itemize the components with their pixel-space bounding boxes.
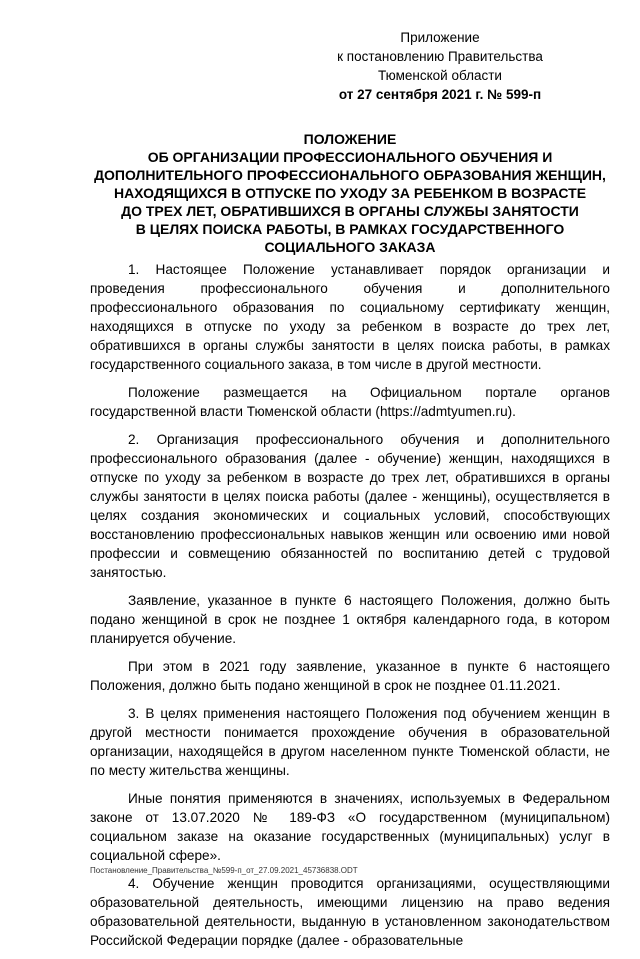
- annex-header: [330, 28, 550, 104]
- annex-label: Приложение: [400, 30, 480, 45]
- paragraph-4: 4. Обучение женщин проводится организациями, осуществляющими образовательной деятельность, имеющими лицензию на право ведения образовательной деятельности, выданную в установленном законодательством Российской Федерации порядке (далее - образовательные: [90, 876, 610, 948]
- title-line: ДОПОЛНИТЕЛЬНОГО ПРОФЕССИОНАЛЬНОГО ОБРАЗОВАНИЯ ЖЕНЩИН,: [94, 167, 606, 183]
- paragraph-application: Заявление, указанное в пункте 6 настоящего Положения, должно быть подано женщиной в срок не позднее 1 октября календарного года, в котором планируется обучение.: [90, 593, 610, 646]
- document-body: [90, 260, 610, 959]
- paragraph-2021: При этом в 2021 году заявление, указанное в пункте 6 настоящего Положения, должно быть подано женщиной в срок не позднее 01.11.2021.: [90, 659, 610, 693]
- title-line: В ЦЕЛЯХ ПОИСКА РАБОТЫ, В РАМКАХ ГОСУДАРСТВЕННОГО: [135, 221, 565, 237]
- footer-filename: Постановление_Правительства_№599-п_от_27.09.2021_45736838.ODT: [90, 866, 358, 875]
- title-line: ПОЛОЖЕНИЕ: [303, 131, 397, 147]
- document-title: [86, 130, 614, 256]
- title-line: СОЦИАЛЬНОГО ЗАКАЗА: [264, 239, 436, 255]
- paragraph-definitions: Иные понятия применяются в значениях, используемых в Федеральном законе от 13.07.2020 № 189-ФЗ «О государственном (муниципальном) социальном заказе на оказание государственных (муниципальных) услуг в социальной сфере».: [90, 791, 610, 863]
- title-line: ДО ТРЕХ ЛЕТ, ОБРАТИВШИХСЯ В ОРГАНЫ СЛУЖБЫ ЗАНЯТОСТИ: [121, 203, 579, 219]
- annex-date: от 27 сентября 2021 г. № 599-п: [338, 87, 542, 102]
- title-line: ОБ ОРГАНИЗАЦИИ ПРОФЕССИОНАЛЬНОГО ОБУЧЕНИЯ И: [147, 149, 553, 165]
- paragraph-portal: Положение размещается на Официальном портале органов государственной власти Тюменской области (https://admtyumen.ru).: [90, 385, 610, 419]
- annex-resolution: к постановлению Правительства: [337, 49, 543, 64]
- paragraph-3: 3. В целях применения настоящего Положения под обучением женщин в другой местности понимается прохождение обучения в образовательной организации, находящейся в другом населенном пункте Тюменской области, не по месту жительства женщины.: [90, 706, 610, 778]
- paragraph-2: 2. Организация профессионального обучения и дополнительного профессионального образования (далее - обучение) женщин, находящихся в отпуске по уходу за ребенком в возрасте до трех лет, обратившихся в органы службы занятости в целях поиска работы (далее - женщины), осуществляется в целях создания экономических и социальных условий, способствующих восстановлению профессиональных навыков женщин или освоению ими новой профессии и совмещению обязанностей по воспитанию детей с трудовой занятостью.: [90, 432, 610, 580]
- annex-region: Тюменской области: [378, 68, 502, 83]
- title-line: НАХОДЯЩИХСЯ В ОТПУСКЕ ПО УХОДУ ЗА РЕБЕНКОМ В ВОЗРАСТЕ: [113, 185, 587, 201]
- paragraph-1: 1. Настоящее Положение устанавливает порядок организации и проведения профессионального обучения и дополнительного профессионального образования по социальному сертификату женщин, находящихся в отпуске по уходу за ребенком в возрасте до трех лет, обратившихся в органы службы занятости в целях поиска работы, в рамках государственного социального заказа, в том числе в другой местности.: [90, 262, 610, 372]
